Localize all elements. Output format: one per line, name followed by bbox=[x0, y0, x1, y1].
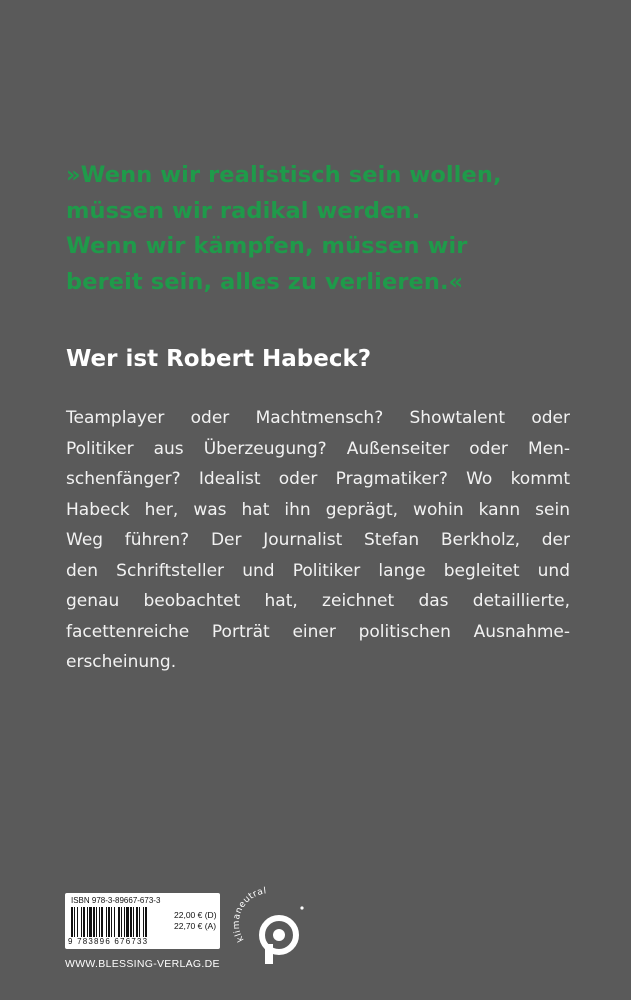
barcode-bar bbox=[133, 907, 134, 937]
barcode-bar bbox=[118, 907, 120, 937]
quote-line: bereit sein, alles zu verlieren.« bbox=[66, 268, 464, 295]
blurb-line: Habeck her, was hat ihn geprägt, wohin kann sein bbox=[66, 499, 570, 520]
barcode-bar bbox=[87, 907, 88, 937]
blurb-heading: Wer ist Robert Habeck? bbox=[66, 346, 372, 372]
barcode-bar bbox=[101, 907, 103, 937]
blurb-line: Weg führen? Der Journalist Stefan Berkholz, der bbox=[66, 530, 570, 550]
barcode-label bbox=[65, 893, 220, 949]
barcode-bar bbox=[71, 907, 73, 937]
blurb-line: genau beobachtet hat, zeichnet das detaillierte, bbox=[66, 591, 570, 611]
back-cover-quote bbox=[66, 158, 606, 300]
blurb-line: Teamplayer oder Machtmensch? Showtalent oder bbox=[66, 408, 570, 428]
barcode-bar bbox=[99, 907, 100, 937]
blurb-text bbox=[66, 403, 570, 678]
barcode-bar bbox=[121, 907, 122, 937]
barcode-bar bbox=[124, 907, 125, 937]
barcode-bar bbox=[106, 907, 107, 937]
barcode-bar bbox=[81, 907, 82, 937]
barcode-icon bbox=[71, 907, 171, 937]
price-germany: 22,00 € (D) bbox=[174, 910, 217, 920]
quote-line: müssen wir radikal werden. bbox=[66, 197, 421, 224]
barcode-bar bbox=[126, 907, 129, 937]
barcode-bar bbox=[145, 907, 147, 937]
barcode-bar bbox=[93, 907, 95, 937]
barcode-bar bbox=[130, 907, 132, 937]
barcode-bar bbox=[108, 907, 110, 937]
barcode-bar bbox=[89, 907, 92, 937]
barcode-bar bbox=[136, 907, 138, 937]
blurb-line: schenfänger? Idealist oder Pragmatiker? Wo kommt bbox=[66, 469, 570, 489]
barcode-number: 9 783896 676733 bbox=[68, 937, 149, 946]
blurb-line: den Schriftsteller und Politiker lange begleitet und bbox=[66, 560, 570, 581]
climate-label: klimaneutral bbox=[232, 886, 268, 944]
barcode-bar bbox=[143, 907, 144, 937]
climate-neutral-logo-icon bbox=[232, 878, 312, 968]
barcode-bar bbox=[139, 907, 140, 937]
price-austria: 22,70 € (A) bbox=[174, 921, 217, 931]
publisher-website: WWW.BLESSING-VERLAG.DE bbox=[65, 958, 220, 970]
barcode-bar bbox=[83, 907, 85, 937]
barcode-bar bbox=[96, 907, 97, 937]
blurb-line: facettenreiche Porträt einer politischen Ausnahme- bbox=[66, 621, 570, 642]
barcode-bar bbox=[114, 907, 115, 937]
barcode-bar bbox=[77, 907, 78, 937]
barcode-bar bbox=[74, 907, 75, 937]
blurb-line: Politiker aus Überzeugung? Außenseiter oder Men- bbox=[66, 438, 570, 459]
blurb-line: erscheinung. bbox=[66, 652, 177, 672]
quote-line: Wenn wir kämpfen, müssen wir bbox=[66, 233, 468, 259]
quote-line: »Wenn wir realistisch sein wollen, bbox=[66, 162, 502, 188]
barcode-bar bbox=[111, 907, 112, 937]
isbn-text: ISBN 978-3-89667-673-3 bbox=[71, 896, 161, 905]
